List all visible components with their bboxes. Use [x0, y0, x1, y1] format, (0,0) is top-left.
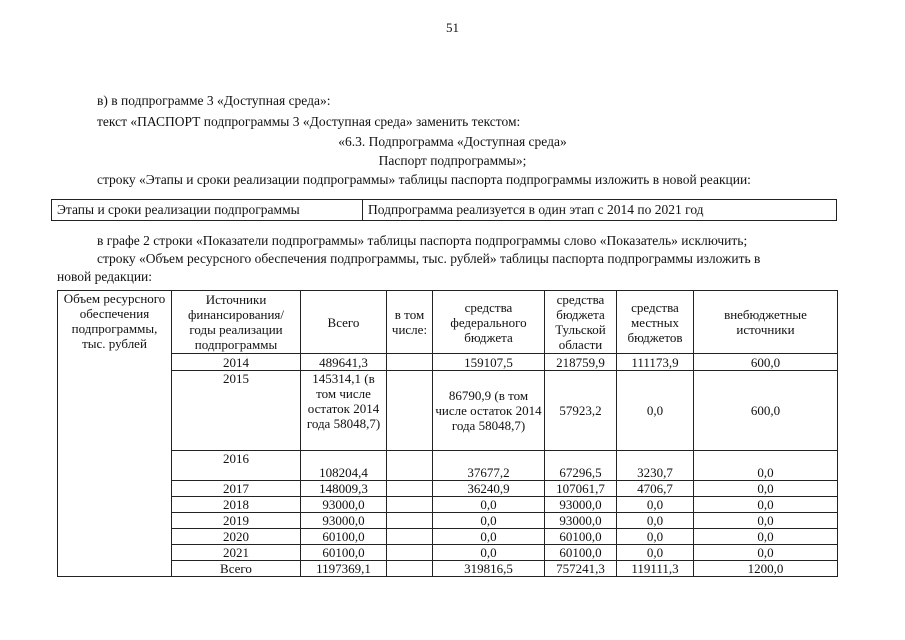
- federal-cell: 36240,9: [433, 481, 545, 497]
- federal-cell: 0,0: [433, 513, 545, 529]
- offbudget-cell: 600,0: [694, 371, 838, 451]
- local-cell: 111173,9: [617, 354, 694, 371]
- paragraph-volume-line2: новой редакции:: [57, 269, 153, 284]
- regional-cell: 60100,0: [545, 545, 617, 561]
- page-number: 51: [446, 20, 459, 35]
- total-cell: 489641,3: [301, 354, 387, 371]
- table-header-row: [58, 291, 838, 354]
- federal-cell: 0,0: [433, 529, 545, 545]
- local-cell: 0,0: [617, 529, 694, 545]
- regional-cell: 218759,9: [545, 354, 617, 371]
- regional-cell: 107061,7: [545, 481, 617, 497]
- year-cell: 2014: [172, 354, 301, 371]
- table-row-total: [58, 561, 838, 577]
- local-cell: 0,0: [617, 513, 694, 529]
- federal-cell: 319816,5: [433, 561, 545, 577]
- table-row: [58, 513, 838, 529]
- regional-cell: 67296,5: [545, 451, 617, 481]
- regional-cell: 57923,2: [545, 371, 617, 451]
- year-cell: 2020: [172, 529, 301, 545]
- offbudget-cell: 0,0: [694, 545, 838, 561]
- including-cell: [387, 481, 433, 497]
- header-regional: средства бюджета Тульской области: [545, 291, 617, 354]
- passport-value-cell: Подпрограмма реализуется в один этап с 2014 по 2021 год: [363, 200, 837, 221]
- paragraph-replace-text: текст «ПАСПОРТ подпрограммы 3 «Доступная среда» заменить текстом:: [97, 114, 521, 129]
- including-cell: [387, 497, 433, 513]
- paragraph-indicators: в графе 2 строки «Показатели подпрограммы» таблицы паспорта подпрограммы слово «Показатель» исключить;: [97, 233, 748, 248]
- year-cell: 2021: [172, 545, 301, 561]
- local-cell: 0,0: [617, 545, 694, 561]
- paragraph-stages-row: строку «Этапы и сроки реализации подпрограммы» таблицы паспорта подпрограммы изложить в новой реакции:: [97, 172, 751, 187]
- total-cell: 60100,0: [301, 545, 387, 561]
- offbudget-cell: 0,0: [694, 481, 838, 497]
- year-cell: Всего: [172, 561, 301, 577]
- passport-label-cell: Этапы и сроки реализации подпрограммы: [52, 200, 363, 221]
- year-cell: 2019: [172, 513, 301, 529]
- local-cell: 119111,3: [617, 561, 694, 577]
- header-federal: средства федерального бюджета: [433, 291, 545, 354]
- table-row: [58, 371, 838, 451]
- year-cell: 2016: [172, 451, 301, 481]
- total-cell: 1197369,1: [301, 561, 387, 577]
- header-total: Всего: [301, 291, 387, 354]
- including-cell: [387, 545, 433, 561]
- federal-cell: 159107,5: [433, 354, 545, 371]
- federal-cell: 0,0: [433, 545, 545, 561]
- including-cell: [387, 529, 433, 545]
- heading-passport: Паспорт подпрограммы»;: [378, 153, 527, 168]
- federal-cell: 37677,2: [433, 451, 545, 481]
- offbudget-cell: 0,0: [694, 497, 838, 513]
- including-cell: [387, 451, 433, 481]
- federal-cell: 0,0: [433, 497, 545, 513]
- year-cell: 2017: [172, 481, 301, 497]
- local-cell: 4706,7: [617, 481, 694, 497]
- regional-cell: 60100,0: [545, 529, 617, 545]
- total-cell: 60100,0: [301, 529, 387, 545]
- table-row: [58, 497, 838, 513]
- table-row: [58, 545, 838, 561]
- offbudget-cell: 1200,0: [694, 561, 838, 577]
- header-local: средства местных бюджетов: [617, 291, 694, 354]
- paragraph-volume-line1: строку «Объем ресурсного обеспечения подпрограммы, тыс. рублей» таблицы паспорта подпрограммы изложить в: [97, 251, 761, 266]
- year-cell: 2018: [172, 497, 301, 513]
- table-row: [58, 481, 838, 497]
- local-cell: 0,0: [617, 371, 694, 451]
- regional-cell: 757241,3: [545, 561, 617, 577]
- total-cell: 93000,0: [301, 513, 387, 529]
- local-cell: 3230,7: [617, 451, 694, 481]
- header-offbudget: внебюджетные источники: [694, 291, 838, 354]
- regional-cell: 93000,0: [545, 513, 617, 529]
- table-row: [52, 200, 837, 221]
- total-cell: 93000,0: [301, 497, 387, 513]
- offbudget-cell: 0,0: [694, 513, 838, 529]
- total-cell: 145314,1 (в том числе остаток 2014 года 58048,7): [301, 371, 387, 451]
- total-cell: 148009,3: [301, 481, 387, 497]
- including-cell: [387, 354, 433, 371]
- federal-cell: 86790,9 (в том числе остаток 2014 года 58048,7): [433, 371, 545, 451]
- including-cell: [387, 561, 433, 577]
- offbudget-cell: 0,0: [694, 529, 838, 545]
- offbudget-cell: 0,0: [694, 451, 838, 481]
- including-cell: [387, 513, 433, 529]
- regional-cell: 93000,0: [545, 497, 617, 513]
- table-row: [58, 451, 838, 481]
- header-including: в том числе:: [387, 291, 433, 354]
- including-cell: [387, 371, 433, 451]
- paragraph-subprogram-3: в) в подпрограмме 3 «Доступная среда»:: [97, 93, 331, 108]
- total-cell: 108204,4: [301, 451, 387, 481]
- local-cell: 0,0: [617, 497, 694, 513]
- resource-volume-label: Объем ресурсного обеспечения подпрограммы, тыс. рублей: [58, 291, 172, 577]
- table-row: [58, 529, 838, 545]
- heading-subprogram: «6.3. Подпрограмма «Доступная среда»: [338, 134, 567, 149]
- header-source: Источники финансирования/ годы реализации подпрограммы: [172, 291, 301, 354]
- table-row: [58, 354, 838, 371]
- year-cell: 2015: [172, 371, 301, 451]
- passport-stages-table: [51, 199, 837, 221]
- offbudget-cell: 600,0: [694, 354, 838, 371]
- financing-table: [57, 290, 838, 577]
